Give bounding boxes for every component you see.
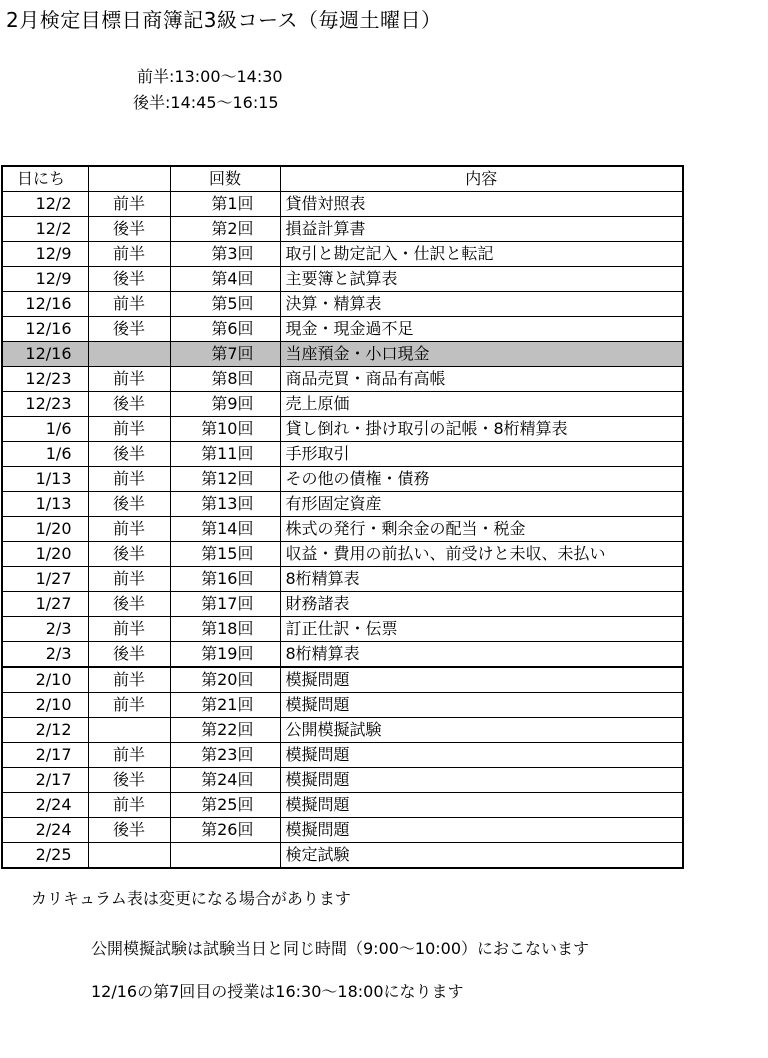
table-row (2, 592, 683, 617)
row-half: 前半 (88, 567, 170, 592)
row-content: 模擬問題 (280, 793, 683, 818)
row-content: 訂正仕訳・伝票 (280, 617, 683, 642)
row-content: 主要簿と試算表 (280, 267, 683, 292)
row-half: 後半 (88, 768, 170, 793)
row-content: 財務諸表 (280, 592, 683, 617)
row-date: 1/20 (2, 517, 88, 542)
row-number: 第1回 (170, 192, 280, 217)
row-number: 第10回 (170, 417, 280, 442)
row-number: 第21回 (170, 693, 280, 718)
row-half: 前半 (88, 192, 170, 217)
row-number: 第13回 (170, 492, 280, 517)
note-lesson7-time: 12/16の第7回目の授業は16:30～18:00になります (91, 982, 464, 1001)
row-number: 第4回 (170, 267, 280, 292)
row-content: 模擬問題 (280, 768, 683, 793)
row-half: 前半 (88, 667, 170, 693)
row-date: 2/24 (2, 818, 88, 843)
row-half: 後半 (88, 267, 170, 292)
row-date: 2/17 (2, 768, 88, 793)
row-half: 後半 (88, 442, 170, 467)
table-row (2, 267, 683, 292)
row-number: 第24回 (170, 768, 280, 793)
row-date: 1/27 (2, 567, 88, 592)
row-number: 第20回 (170, 667, 280, 693)
row-half: 前半 (88, 743, 170, 768)
row-content: 模擬問題 (280, 743, 683, 768)
row-half: 後半 (88, 592, 170, 617)
row-number: 第3回 (170, 242, 280, 267)
row-half: 後半 (88, 818, 170, 843)
note-curriculum-change: カリキュラム表は変更になる場合があります (31, 889, 351, 908)
row-date: 12/16 (2, 317, 88, 342)
row-half: 前半 (88, 467, 170, 492)
row-content: 当座預金・小口現金 (280, 342, 683, 367)
row-number: 第16回 (170, 567, 280, 592)
row-half: 後半 (88, 317, 170, 342)
row-number: 第18回 (170, 617, 280, 642)
header-half (88, 166, 170, 192)
row-half (88, 843, 170, 869)
table-row (2, 567, 683, 592)
row-content: 模擬問題 (280, 818, 683, 843)
schedule-first-half: 前半:13:00～14:30 (137, 67, 283, 86)
row-half: 後半 (88, 642, 170, 668)
row-date: 12/2 (2, 217, 88, 242)
row-content: 収益・費用の前払い、前受けと未収、未払い (280, 542, 683, 567)
table-row (2, 843, 683, 869)
row-date: 12/16 (2, 292, 88, 317)
table-row (2, 667, 683, 693)
table-row (2, 768, 683, 793)
row-number: 第19回 (170, 642, 280, 668)
table-row (2, 442, 683, 467)
table-row (2, 317, 683, 342)
row-content: 商品売買・商品有高帳 (280, 367, 683, 392)
row-content: 株式の発行・剰余金の配当・税金 (280, 517, 683, 542)
row-date: 12/16 (2, 342, 88, 367)
row-date: 2/10 (2, 667, 88, 693)
row-content: 売上原価 (280, 392, 683, 417)
table-row (2, 818, 683, 843)
row-date: 2/3 (2, 617, 88, 642)
table-row (2, 392, 683, 417)
row-content: 模擬問題 (280, 667, 683, 693)
row-number: 第11回 (170, 442, 280, 467)
row-date: 12/23 (2, 392, 88, 417)
row-date: 2/10 (2, 693, 88, 718)
row-content: 取引と勘定記入・仕訳と転記 (280, 242, 683, 267)
row-number: 第6回 (170, 317, 280, 342)
row-content: 損益計算書 (280, 217, 683, 242)
row-number: 第15回 (170, 542, 280, 567)
row-content: 公開模擬試験 (280, 718, 683, 743)
note-mock-exam-time: 公開模擬試験は試験当日と同じ時間（9:00～10:00）におこないます (91, 939, 590, 958)
schedule-second-half: 後半:14:45～16:15 (133, 93, 279, 112)
table-row (2, 242, 683, 267)
row-content: 8桁精算表 (280, 567, 683, 592)
row-half: 前半 (88, 242, 170, 267)
row-number: 第22回 (170, 718, 280, 743)
row-content: 決算・精算表 (280, 292, 683, 317)
row-half: 前半 (88, 367, 170, 392)
row-number: 第8回 (170, 367, 280, 392)
row-content: 貸借対照表 (280, 192, 683, 217)
table-row (2, 467, 683, 492)
row-number: 第25回 (170, 793, 280, 818)
row-content: 8桁精算表 (280, 642, 683, 668)
row-half: 前半 (88, 793, 170, 818)
row-number: 第17回 (170, 592, 280, 617)
row-half: 後半 (88, 217, 170, 242)
row-date: 12/23 (2, 367, 88, 392)
table-header-row (2, 166, 683, 192)
row-number: 第26回 (170, 818, 280, 843)
table-row (2, 642, 683, 668)
row-half (88, 342, 170, 367)
table-row (2, 617, 683, 642)
table-row (2, 517, 683, 542)
row-date: 1/6 (2, 417, 88, 442)
table-row (2, 492, 683, 517)
row-content: その他の債権・債務 (280, 467, 683, 492)
table-body (2, 192, 683, 869)
row-half: 後半 (88, 542, 170, 567)
row-date: 1/13 (2, 492, 88, 517)
row-date: 12/9 (2, 242, 88, 267)
row-date: 1/6 (2, 442, 88, 467)
row-number (170, 843, 280, 869)
row-half: 前半 (88, 693, 170, 718)
row-content: 貸し倒れ・掛け取引の記帳・8桁精算表 (280, 417, 683, 442)
row-half: 前半 (88, 617, 170, 642)
table-row (2, 417, 683, 442)
row-half: 前半 (88, 292, 170, 317)
row-half: 前半 (88, 417, 170, 442)
row-number: 第23回 (170, 743, 280, 768)
table-row (2, 693, 683, 718)
row-date: 2/17 (2, 743, 88, 768)
row-date: 2/25 (2, 843, 88, 869)
page-title: 2月検定目標日商簿記3級コース（毎週土曜日） (6, 8, 442, 32)
curriculum-table (1, 165, 684, 869)
table-row (2, 367, 683, 392)
row-content: 手形取引 (280, 442, 683, 467)
row-content: 有形固定資産 (280, 492, 683, 517)
table-row (2, 292, 683, 317)
row-half (88, 718, 170, 743)
table-row (2, 217, 683, 242)
row-date: 12/9 (2, 267, 88, 292)
header-number: 回数 (170, 166, 280, 192)
row-date: 12/2 (2, 192, 88, 217)
table-row (2, 542, 683, 567)
row-date: 2/24 (2, 793, 88, 818)
table-row (2, 793, 683, 818)
table-row (2, 718, 683, 743)
row-number: 第7回 (170, 342, 280, 367)
row-number: 第9回 (170, 392, 280, 417)
table-row (2, 743, 683, 768)
row-half: 前半 (88, 517, 170, 542)
table-row (2, 192, 683, 217)
row-number: 第14回 (170, 517, 280, 542)
row-number: 第12回 (170, 467, 280, 492)
row-date: 2/3 (2, 642, 88, 668)
header-content: 内容 (280, 166, 683, 192)
row-date: 2/12 (2, 718, 88, 743)
row-half: 後半 (88, 492, 170, 517)
row-content: 検定試験 (280, 843, 683, 869)
row-content: 現金・現金過不足 (280, 317, 683, 342)
row-half: 後半 (88, 392, 170, 417)
table-row (2, 342, 683, 367)
row-number: 第2回 (170, 217, 280, 242)
row-number: 第5回 (170, 292, 280, 317)
row-date: 1/13 (2, 467, 88, 492)
row-content: 模擬問題 (280, 693, 683, 718)
row-date: 1/27 (2, 592, 88, 617)
header-date: 日にち (2, 166, 88, 192)
row-date: 1/20 (2, 542, 88, 567)
